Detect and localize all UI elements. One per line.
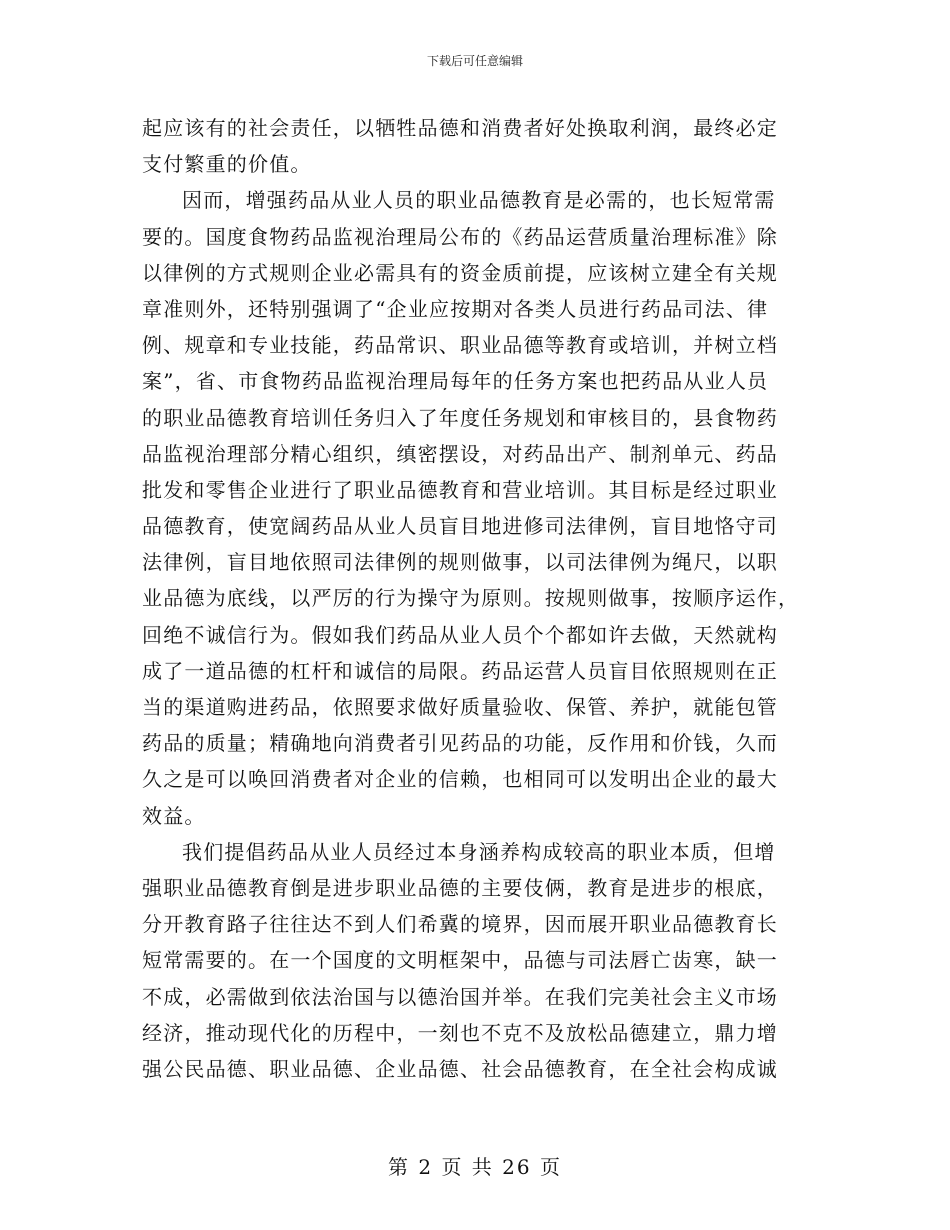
text-line: 强职业品德教育倒是进步职业品德的主要伎俩，教育是进步的根底，: [142, 875, 778, 900]
text-line: 案”，省、市食物药品监视治理局每年的任务方案也把药品从业人员: [142, 369, 769, 394]
text-line: 例、规章和专业技能，药品常识、职业品德等教育或培训，并树立档: [142, 333, 778, 358]
text-line: 品德教育，使宽阔药品从业人员盲目地进修司法律例，盲目地恪守司: [142, 514, 778, 539]
text-line: 以律例的方式规则企业必需具有的资金质前提，应该树立建全有关规: [142, 260, 778, 285]
text-line: 业品德为底线，以严厉的行为操守为原则。按规则做事，按顺序运作，: [142, 586, 800, 611]
document-body: [142, 110, 802, 1087]
paragraph-start-line: 因而，增强药品从业人员的职业品德教育是必需的，也长短常需: [182, 188, 776, 213]
text-line: 起应该有的社会责任，以牺牲品德和消费者好处换取利润，最终必定: [142, 116, 778, 140]
text-line: 久之是可以唤回消费者对企业的信赖，也相同可以发明出企业的最大: [142, 767, 778, 792]
page-number-footer: 第 2 页 共 26 页: [388, 1155, 562, 1179]
text-line: 成了一道品德的杠杆和诚信的局限。药品运营人员盲目依照规则在正: [142, 658, 778, 683]
text-line: 回绝不诚信行为。假如我们药品从业人员个个都如许去做，天然就构: [142, 622, 778, 647]
text-line: 经济，推动现代化的历程中，一刻也不克不及放松品德建立，鼎力增: [142, 1020, 778, 1045]
text-line: 短常需要的。在一个国度的文明框架中，品德与司法唇亡齿寒，缺一: [142, 948, 778, 973]
text-line: 强公民品德、职业品德、企业品德、社会品德教育，在全社会构成诚: [142, 1056, 778, 1081]
text-line: 章准则外，还特别强调了“企业应按期对各类人员进行药品司法、律: [142, 296, 769, 321]
text-line: 不成，必需做到依法治国与以德治国并举。在我们完美社会主义市场: [142, 984, 778, 1009]
text-line: 当的渠道购进药品，依照要求做好质量验收、保管、养护，就能包管: [142, 695, 778, 719]
text-line: 要的。国度食物药品监视治理局公布的《药品运营质量治理标准》除: [142, 224, 778, 249]
text-line: 批发和零售企业进行了职业品德教育和营业培训。其目标是经过职业: [142, 477, 778, 502]
page-header-note: 下载后可任意编辑: [426, 54, 523, 68]
text-line: 效益。: [142, 803, 206, 828]
text-line: 药品的质量；精确地向消费者引见药品的功能，反作用和价钱，久而: [142, 731, 778, 756]
text-line: 的职业品德教育培训任务归入了年度任务规划和审核目的，县食物药: [142, 405, 778, 430]
text-line: 法律例，盲目地依照司法律例的规则做事，以司法律例为绳尺，以职: [142, 550, 778, 575]
text-line: 品监视治理部分精心组织，缜密摆设，对药品出产、制剂单元、药品: [142, 441, 778, 466]
text-line: 分开教育路子往往达不到人们希冀的境界，因而展开职业品德教育长: [142, 912, 778, 937]
paragraph-start-line: 我们提倡药品从业人员经过本身涵养构成较高的职业本质，但增: [182, 839, 776, 864]
text-line: 支付繁重的价值。: [142, 152, 312, 177]
